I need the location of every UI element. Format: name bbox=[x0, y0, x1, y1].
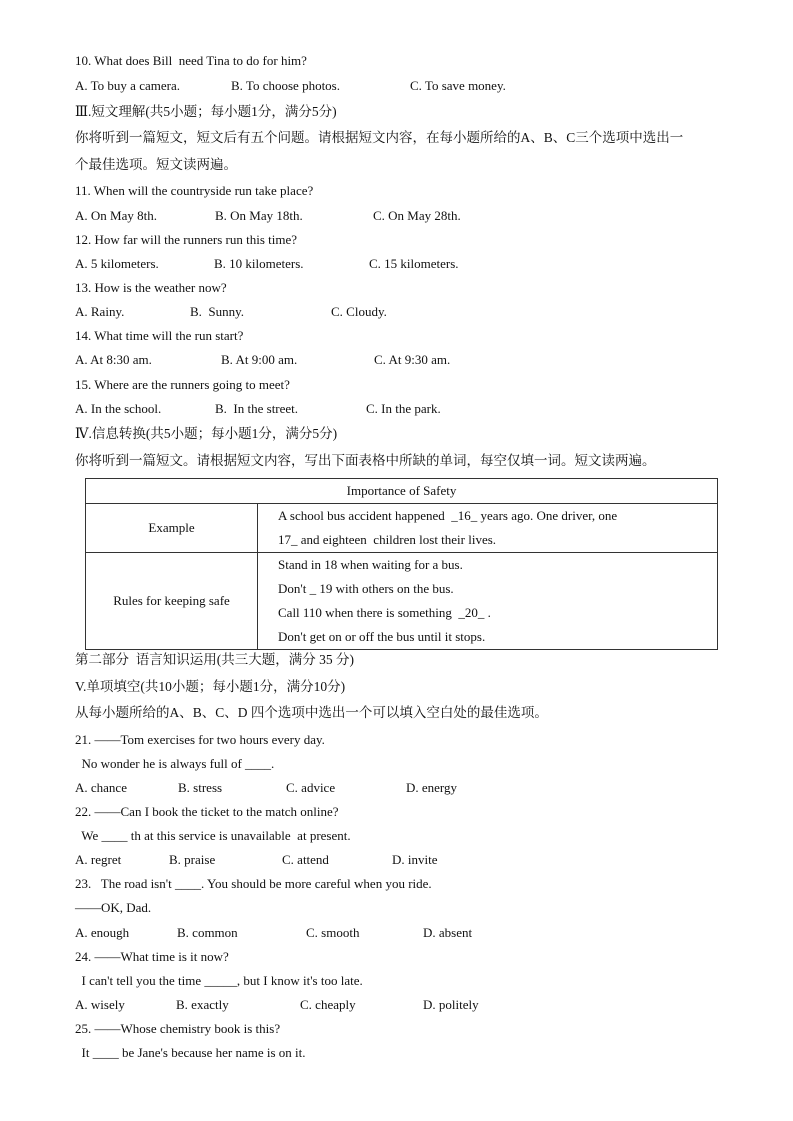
q21-option-c: C. advice bbox=[286, 780, 336, 795]
q12-option-c: C. 15 kilometers. bbox=[369, 256, 459, 271]
q22-option-a: A. regret bbox=[75, 852, 122, 867]
q21-line1: 21. ——Tom exercises for two hours every day. bbox=[75, 732, 325, 747]
q10-stem: 10. What does Bill need Tina to do for him? bbox=[75, 53, 307, 68]
rules-cell bbox=[258, 553, 718, 650]
q11-option-a: A. On May 8th. bbox=[75, 208, 157, 223]
q22-line2: We ____ th at this service is unavailable at present. bbox=[75, 828, 351, 843]
q12-option-b: B. 10 kilometers. bbox=[214, 256, 304, 271]
section-5-instruction: 从每小题所给的A、B、C、D 四个选项中选出一个可以填入空白处的最佳选项。 bbox=[75, 705, 548, 720]
part-2-title: 第二部分 语言知识运用(共三大题，满分 35 分) bbox=[75, 652, 354, 667]
rule-line: Don't get on or off the bus until it stops. bbox=[278, 629, 486, 644]
section-4-instruction: 你将听到一篇短文。请根据短文内容，写出下面表格中所缺的单词，每空仅填一词。短文读两遍。 bbox=[75, 453, 656, 468]
q21-option-d: D. energy bbox=[406, 780, 458, 795]
q22-option-d: D. invite bbox=[392, 852, 438, 867]
example-line: 17_ and eighteen children lost their lives. bbox=[278, 532, 497, 547]
q10-option-a: A. To buy a camera. bbox=[75, 78, 180, 93]
q23-option-b: B. common bbox=[177, 925, 238, 940]
q24-option-b: B. exactly bbox=[176, 997, 229, 1012]
q13-option-a: A. Rainy. bbox=[75, 304, 125, 319]
q24-option-a: A. wisely bbox=[75, 997, 125, 1012]
q14-stem: 14. What time will the run start? bbox=[75, 328, 244, 343]
q14-option-b: B. At 9:00 am. bbox=[221, 352, 298, 367]
q10-option-c: C. To save money. bbox=[410, 78, 506, 93]
section-3-instruction-line1: 你将听到一篇短文，短文后有五个问题。请根据短文内容，在每小题所给的A、B、C三个选项中选出一 bbox=[75, 130, 684, 145]
q11-option-b: B. On May 18th. bbox=[215, 208, 303, 223]
q13-option-b: B. Sunny. bbox=[190, 304, 245, 319]
q24-line1: 24. ——What time is it now? bbox=[75, 949, 229, 964]
q15-option-c: C. In the park. bbox=[366, 401, 441, 416]
q11-option-c: C. On May 28th. bbox=[373, 208, 461, 223]
q23-option-d: D. absent bbox=[423, 925, 473, 940]
q22-option-b: B. praise bbox=[169, 852, 216, 867]
q21-option-b: B. stress bbox=[178, 780, 223, 795]
q15-option-a: A. In the school. bbox=[75, 401, 162, 416]
q11-stem: 11. When will the countryside run take place? bbox=[75, 183, 314, 198]
q22-line1: 22. ——Can I book the ticket to the match online? bbox=[75, 804, 339, 819]
q12-option-a: A. 5 kilometers. bbox=[75, 256, 159, 271]
q24-option-d: D. politely bbox=[423, 997, 479, 1012]
section-4-title: Ⅳ.信息转换(共5小题；每小题1分，满分5分) bbox=[75, 426, 338, 441]
example-label: Example bbox=[86, 504, 258, 553]
section-3-instruction-line2: 个最佳选项。短文读两遍。 bbox=[75, 157, 237, 172]
q24-option-c: C. cheaply bbox=[300, 997, 356, 1012]
q23-line1: 23. The road isn't ____. You should be more careful when you ride. bbox=[75, 876, 432, 891]
rule-line: Stand in 18 when waiting for a bus. bbox=[278, 557, 463, 572]
q23-option-a: A. enough bbox=[75, 925, 130, 940]
q22-option-c: C. attend bbox=[282, 852, 329, 867]
q21-option-a: A. chance bbox=[75, 780, 127, 795]
rule-line: Call 110 when there is something _20_ . bbox=[278, 605, 491, 620]
q21-line2: No wonder he is always full of ____. bbox=[75, 756, 275, 771]
q15-stem: 15. Where are the runners going to meet? bbox=[75, 377, 290, 392]
q25-line2: It ____ be Jane's because her name is on it. bbox=[75, 1045, 306, 1060]
q25-line1: 25. ——Whose chemistry book is this? bbox=[75, 1021, 281, 1036]
q12-stem: 12. How far will the runners run this time? bbox=[75, 232, 298, 247]
section-5-title: V.单项填空(共10小题；每小题1分，满分10分) bbox=[75, 679, 346, 694]
rule-line: Don't _ 19 with others on the bus. bbox=[278, 581, 454, 596]
q13-stem: 13. How is the weather now? bbox=[75, 280, 227, 295]
q10-option-b: B. To choose photos. bbox=[231, 78, 340, 93]
q15-option-b: B. In the street. bbox=[215, 401, 299, 416]
q13-option-c: C. Cloudy. bbox=[331, 304, 387, 319]
q23-option-c: C. smooth bbox=[306, 925, 360, 940]
safety-table bbox=[85, 478, 718, 650]
q14-option-c: C. At 9:30 am. bbox=[374, 352, 451, 367]
q23-line2: ——OK, Dad. bbox=[75, 900, 152, 915]
section-3-title: Ⅲ.短文理解(共5小题；每小题1分，满分5分) bbox=[75, 104, 337, 119]
example-cell bbox=[258, 504, 718, 553]
q14-option-a: A. At 8:30 am. bbox=[75, 352, 152, 367]
q24-line2: I can't tell you the time _____, but I know it's too late. bbox=[75, 973, 363, 988]
rules-label: Rules for keeping safe bbox=[86, 553, 258, 650]
example-line: A school bus accident happened _16_ years ago. One driver, one bbox=[278, 508, 618, 523]
table-caption: Importance of Safety bbox=[86, 479, 718, 504]
